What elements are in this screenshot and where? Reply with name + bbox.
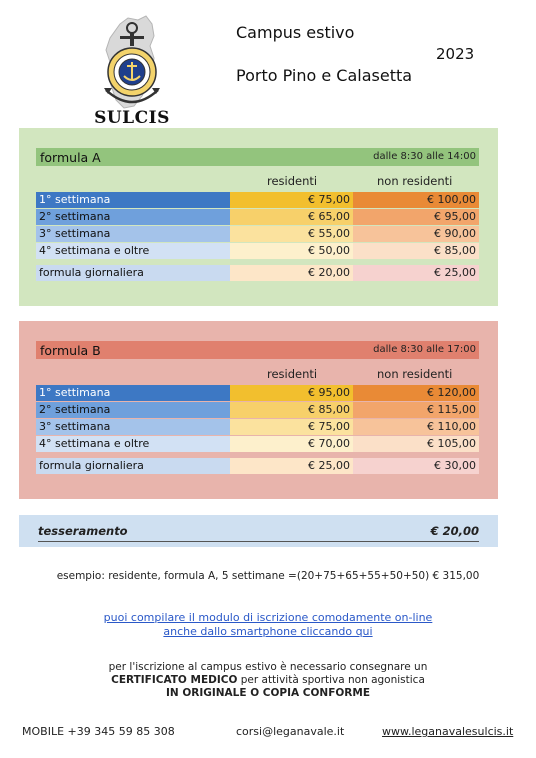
lega-navale-logo (92, 10, 172, 122)
daily-residenti: € 25,00 (230, 458, 353, 474)
formula-b-name: formula B (40, 343, 101, 358)
footer-website-link[interactable]: www.leganavalesulcis.it (382, 725, 514, 738)
table-row (36, 209, 479, 225)
row-residenti: € 65,00 (230, 209, 353, 225)
col-residenti: residenti (267, 367, 318, 381)
row-label: 3° settimana (36, 226, 230, 242)
campus-year: 2023 (436, 45, 475, 63)
row-non-residenti: € 85,00 (353, 243, 479, 259)
formula-a-hours: dalle 8:30 alle 14:00 (373, 151, 476, 162)
row-label: 1° settimana (36, 192, 230, 208)
col-non-residenti: non residenti (377, 367, 453, 381)
note-certificate-bold: CERTIFICATO MEDICO (111, 674, 238, 686)
daily-label: formula giornaliera (36, 265, 230, 281)
formula-b-hours: dalle 8:30 alle 17:00 (373, 344, 476, 355)
row-residenti: € 75,00 (230, 419, 353, 435)
campus-title: Campus estivo (236, 23, 355, 42)
table-row (36, 436, 479, 452)
row-label: 2° settimana (36, 402, 230, 418)
tesseramento-label: tesseramento (38, 524, 128, 538)
table-row (36, 192, 479, 208)
row-residenti: € 50,00 (230, 243, 353, 259)
daily-non-residenti: € 25,00 (353, 265, 479, 281)
tesseramento-box (19, 515, 498, 547)
daily-non-residenti: € 30,00 (353, 458, 479, 474)
formula-a-name: formula A (40, 150, 101, 165)
table-row (36, 419, 479, 435)
row-non-residenti: € 120,00 (353, 385, 479, 401)
table-row (36, 402, 479, 418)
row-residenti: € 85,00 (230, 402, 353, 418)
table-row (36, 226, 479, 242)
row-non-residenti: € 90,00 (353, 226, 479, 242)
logo-text: SULCIS (94, 108, 170, 128)
daily-residenti: € 20,00 (230, 265, 353, 281)
row-residenti: € 95,00 (230, 385, 353, 401)
row-label: 2° settimana (36, 209, 230, 225)
footer-email[interactable]: corsi@leganavale.it (236, 725, 345, 738)
row-non-residenti: € 105,00 (353, 436, 479, 452)
row-non-residenti: € 100,00 (353, 192, 479, 208)
note-line-3: IN ORIGINALE O COPIA CONFORME (165, 687, 371, 699)
row-non-residenti: € 115,00 (353, 402, 479, 418)
row-non-residenti: € 95,00 (353, 209, 479, 225)
online-registration-link[interactable] (0, 611, 536, 639)
price-example: esempio: residente, formula A, 5 settimane =(20+75+65+55+50+50) € 315,00 (56, 570, 480, 582)
note-line-2-rest: per attività sportiva non agonistica (237, 674, 425, 686)
row-residenti: € 70,00 (230, 436, 353, 452)
link-line-1[interactable]: puoi compilare il modulo di iscrizione comodamente on-line (103, 611, 433, 624)
link-line-2[interactable]: anche dallo smartphone cliccando qui (163, 625, 373, 638)
note-line-2 (0, 674, 536, 687)
table-row (36, 385, 479, 401)
row-label: 3° settimana (36, 419, 230, 435)
formula-b-header (36, 341, 479, 359)
daily-row (36, 265, 479, 281)
table-row (36, 243, 479, 259)
col-residenti: residenti (267, 174, 318, 188)
formula-a-panel (19, 128, 498, 306)
tesseramento-value: € 20,00 (430, 524, 479, 538)
daily-label: formula giornaliera (36, 458, 230, 474)
tesseramento-underline (38, 541, 479, 542)
campus-location: Porto Pino e Calasetta (236, 66, 413, 85)
row-label: 4° settimana e oltre (36, 436, 230, 452)
row-residenti: € 75,00 (230, 192, 353, 208)
formula-a-header (36, 148, 479, 166)
formula-b-panel (19, 321, 498, 499)
col-non-residenti: non residenti (377, 174, 453, 188)
row-residenti: € 55,00 (230, 226, 353, 242)
medical-certificate-note (0, 661, 536, 700)
row-non-residenti: € 110,00 (353, 419, 479, 435)
daily-row (36, 458, 479, 474)
footer-phone: MOBILE +39 345 59 85 308 (22, 725, 175, 738)
row-label: 1° settimana (36, 385, 230, 401)
row-label: 4° settimana e oltre (36, 243, 230, 259)
note-line-1: per l'iscrizione al campus estivo è necessario consegnare un (108, 661, 428, 673)
